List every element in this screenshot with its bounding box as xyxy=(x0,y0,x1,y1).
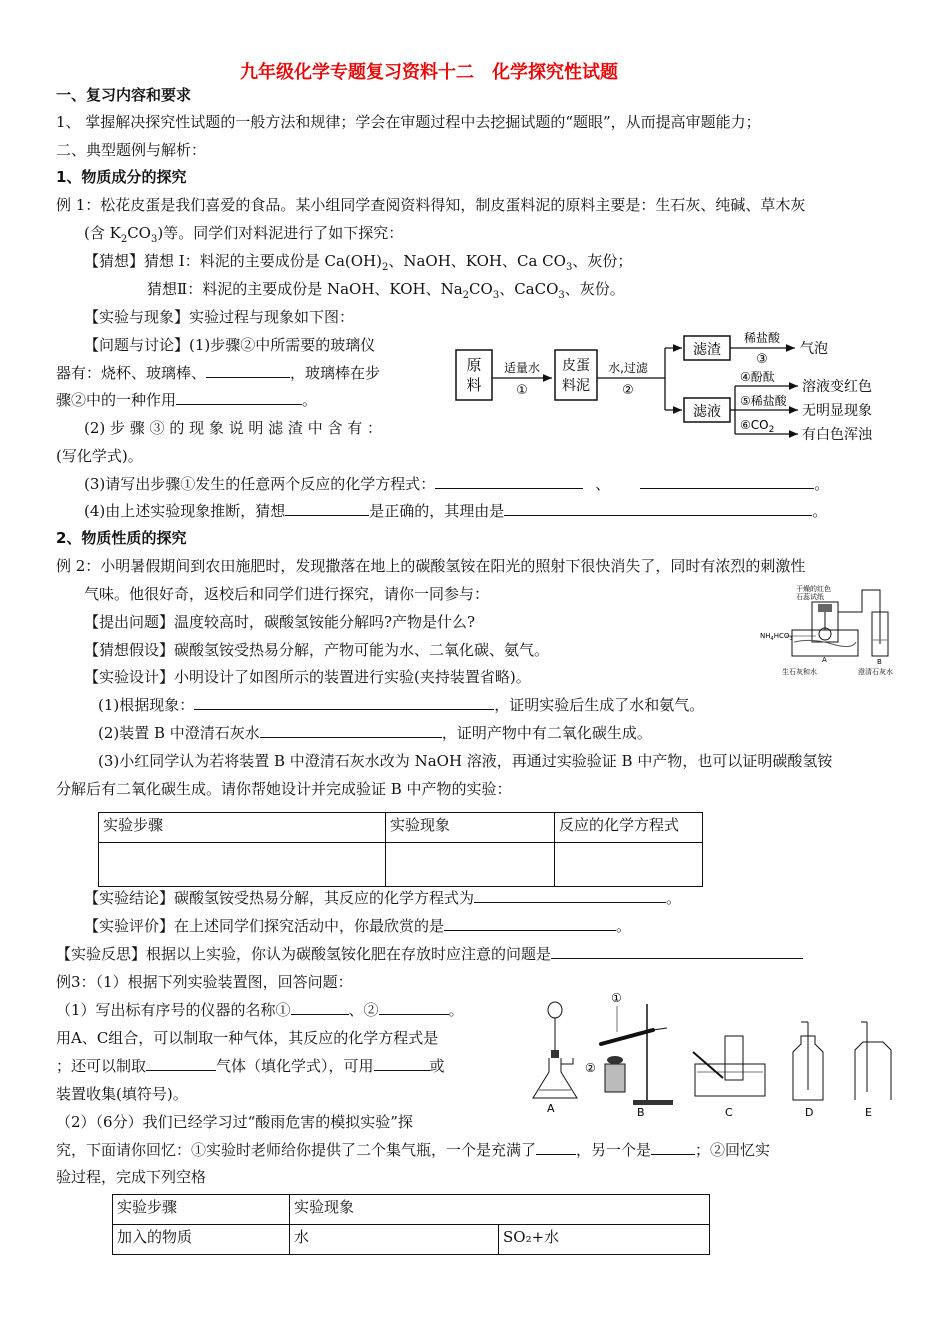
ex1-q1-line1: 【问题与讨论】(1)步骤②中所需要的玻璃仪 xyxy=(84,336,376,354)
apparatus-marker-1: ① xyxy=(611,992,622,1005)
answer-blank[interactable] xyxy=(551,944,803,959)
table-header: 反应的化学方程式 xyxy=(555,813,703,843)
fig-label-b: B xyxy=(877,658,882,666)
answer-blank[interactable] xyxy=(435,474,583,489)
section-heading-examples: 二、典型题例与解析： xyxy=(56,141,207,159)
answer-blank[interactable] xyxy=(285,501,369,516)
fig-lime-water-b: 澄清石灰水 xyxy=(858,668,893,676)
verify-table xyxy=(98,812,703,887)
fig-paper-label-2: 石蕊试纸 xyxy=(796,593,824,601)
flow-bubbles: 气泡 xyxy=(800,341,828,357)
flow-step1: ① xyxy=(516,383,528,398)
ex1-guess1: 【猜想】猜想 I：料泥的主要成份是 $Ca(OH)_2$、NaOH、KOH、Ca $CO_3$、灰份； xyxy=(84,252,633,273)
ex3-p5: （2）（6分）我们已经学习过“酸雨危害的模拟实验”探 xyxy=(56,1113,413,1131)
ex3-p2: 用A、C组合，可以制取一种气体，其反应的化学方程式是 xyxy=(56,1029,439,1047)
apparatus-marker-2: ② xyxy=(585,1061,596,1075)
answer-blank[interactable] xyxy=(374,1056,430,1071)
apparatus-label-c: C xyxy=(725,1106,733,1119)
ex3-p3: ；还可以制取 气体（填化学式），可用 或 xyxy=(56,1057,445,1075)
apparatus-label-a: A xyxy=(547,1102,555,1115)
gas-apparatus-figure xyxy=(525,992,900,1120)
ex2-q1: (1)根据现象： ，证明实验后生成了水和氨气。 xyxy=(98,696,705,714)
acid-rain-table xyxy=(112,1194,710,1255)
answer-blank[interactable] xyxy=(291,1000,349,1015)
ex3-p1: （1）写出标有序号的仪器的名称① 、② 。 xyxy=(56,1001,464,1019)
flow-step4: ④酚酞 xyxy=(740,370,775,384)
table-header: 实验现象 xyxy=(386,813,555,843)
flow-step3: ③ xyxy=(756,352,768,367)
page-title: 九年级化学专题复习资料十二 化学探究性试题 xyxy=(240,62,618,83)
nh4hco3-apparatus-figure xyxy=(752,582,902,682)
topic-composition: 1、物质成分的探究 xyxy=(56,168,187,186)
table-cell[interactable] xyxy=(555,843,703,887)
ex1-q2-line1: (2) 步 骤 ③ 的 现 象 说 明 滤 渣 中 含 有 ： xyxy=(84,419,383,437)
answer-blank[interactable] xyxy=(146,1056,216,1071)
ex2-intro-line1: 例 2：小明暑假期间到农田施肥时，发现撒落在地上的碳酸氢铵在阳光的照射下很快消失了，同时有浓烈的刺激性 xyxy=(56,557,806,575)
table-cell[interactable] xyxy=(386,843,555,887)
ex2-q3-line1: (3)小红同学认为若将装置 B 中澄清石灰水改为 NaOH 溶液，再通过实验验证 B 中产物，也可以证明碳酸氢铵 xyxy=(98,752,833,770)
flow-diagram xyxy=(450,328,900,448)
answer-blank[interactable] xyxy=(444,916,616,931)
answer-blank[interactable] xyxy=(536,1140,576,1155)
table-cell: 水 xyxy=(290,1225,499,1255)
apparatus-label-b: B xyxy=(637,1106,645,1119)
flow-filter: 水,过滤 xyxy=(608,361,648,375)
ex2-intro-line2: 气味。他很好奇，返校后和同学们进行探究，请你一同参与： xyxy=(84,585,490,603)
flow-raw-2: 料 xyxy=(466,376,482,394)
table-header: 实验现象 xyxy=(290,1195,710,1225)
section-heading-review: 一、复习内容和要求 xyxy=(56,86,192,104)
review-item: 1、 掌握解决探究性试题的一般方法和规律；学会在审题过程中去挖掘试题的“题眼”，从而提高审题能力； xyxy=(56,113,761,131)
flow-mud-2: 料泥 xyxy=(562,378,590,394)
fig-label-a: A xyxy=(822,656,827,664)
ex1-experiment-intro: 【实验与现象】实验过程与现象如下图： xyxy=(84,308,355,326)
flow-red: 溶液变红色 xyxy=(802,379,872,395)
answer-blank[interactable] xyxy=(206,363,290,378)
answer-blank[interactable] xyxy=(260,723,442,738)
answer-blank[interactable] xyxy=(176,390,302,405)
apparatus-label-d: D xyxy=(805,1106,814,1119)
ex2-design: 【实验设计】小明设计了如图所示的装置进行实验(夹持装置省略)。 xyxy=(84,668,531,686)
flow-white: 有白色浑浊 xyxy=(802,427,872,443)
flow-step2: ② xyxy=(622,383,634,398)
table-cell[interactable] xyxy=(99,843,386,887)
table-header: 实验步骤 xyxy=(113,1195,290,1225)
answer-blank[interactable] xyxy=(379,1000,449,1015)
flow-hcl: 稀盐酸 xyxy=(743,331,781,345)
ex3-p6: 究，下面请你回忆：①实验时老师给你提供了二个集气瓶，一个是充满了 ，另一个是 ；②回忆实 xyxy=(56,1141,771,1159)
ex1-q1-line3: 骤②中的一种作用 。 xyxy=(56,391,318,409)
ex1-q2-line2: (写化学式)。 xyxy=(56,447,143,465)
ex2-hypothesis: 【猜想假设】碳酸氢铵受热易分解，产物可能为水、二氧化碳、氨气。 xyxy=(84,641,550,659)
fig-paper-label-1: 干燥的红色 xyxy=(796,585,831,593)
ex1-intro-line1: 例 1：松花皮蛋是我们喜爱的食品。某小组同学查阅资料得知，制皮蛋料泥的原料主要是：生石灰、纯碱、草木灰 xyxy=(56,196,806,214)
table-cell: 加入的物质 xyxy=(113,1225,290,1255)
answer-blank[interactable] xyxy=(651,1140,695,1155)
ex2-q3-line2: 分解后有二氧化碳生成。请你帮她设计并完成验证 B 中产物的实验： xyxy=(56,780,512,798)
ex1-intro-line2: (含 $K_2CO_3$)等。同学们对料泥进行了如下探究： xyxy=(84,224,404,245)
flow-mud-1: 皮蛋 xyxy=(562,358,590,374)
fig-nh4hco3-label: $NH_4HCO_3$ xyxy=(760,632,793,642)
ex1-q1-line2: 器有：烧杯、玻璃棒、 ，玻璃棒在步 xyxy=(56,364,381,382)
table-header: 实验步骤 xyxy=(99,813,386,843)
flow-filtrate: 滤液 xyxy=(693,404,721,420)
ex2-reflection: 【实验反思】根据以上实验，你认为碳酸氢铵化肥在存放时应注意的问题是 xyxy=(56,943,803,965)
flow-water: 适量水 xyxy=(503,361,541,375)
flow-raw-1: 原 xyxy=(466,356,482,374)
answer-blank[interactable] xyxy=(194,695,494,710)
ex3-p4: 装置收集(填符号)。 xyxy=(56,1085,188,1103)
ex1-q4: (4)由上述实验现象推断，猜想 是正确的，其理由是 。 xyxy=(84,502,828,520)
flow-step6: $⑥CO_2$ xyxy=(740,418,775,435)
answer-blank[interactable] xyxy=(640,474,814,489)
topic-property: 2、物质性质的探究 xyxy=(56,529,187,547)
ex2-q2: (2)装置 B 中澄清石灰水 ，证明产物中有二氧化碳生成。 xyxy=(98,724,652,742)
flow-residue: 滤渣 xyxy=(693,342,721,358)
ex1-q3: (3)请写出步骤①发生的任意两个反应的化学方程式： 、 。 xyxy=(84,475,830,493)
ex2-conclusion: 【实验结论】碳酸氢铵受热易分解，其反应的化学方程式为 。 xyxy=(84,889,682,907)
flow-no-change: 无明显现象 xyxy=(802,403,872,419)
answer-blank[interactable] xyxy=(504,501,812,516)
apparatus-label-e: E xyxy=(865,1106,872,1119)
ex2-evaluation: 【实验评价】在上述同学们探究活动中，你最欣赏的是 。 xyxy=(84,917,632,935)
ex1-guess2: 猜想Ⅱ：料泥的主要成份是 NaOH、KOH、$Na_2CO_3$、CaCO$_3$、灰份。 xyxy=(147,280,625,301)
flow-step5: ⑤稀盐酸 xyxy=(740,394,787,408)
table-cell: SO₂+水 xyxy=(499,1225,710,1255)
ex3-p7: 验过程，完成下列空格 xyxy=(56,1168,207,1186)
fig-lime-water-a: 生石灰和水 xyxy=(782,668,817,676)
ex3-head: 例3：（1）根据下列实验装置图，回答问题： xyxy=(56,973,353,991)
ex2-problem: 【提出问题】温度较高时，碳酸氢铵能分解吗?产物是什么? xyxy=(84,613,476,631)
answer-blank[interactable] xyxy=(474,888,666,903)
